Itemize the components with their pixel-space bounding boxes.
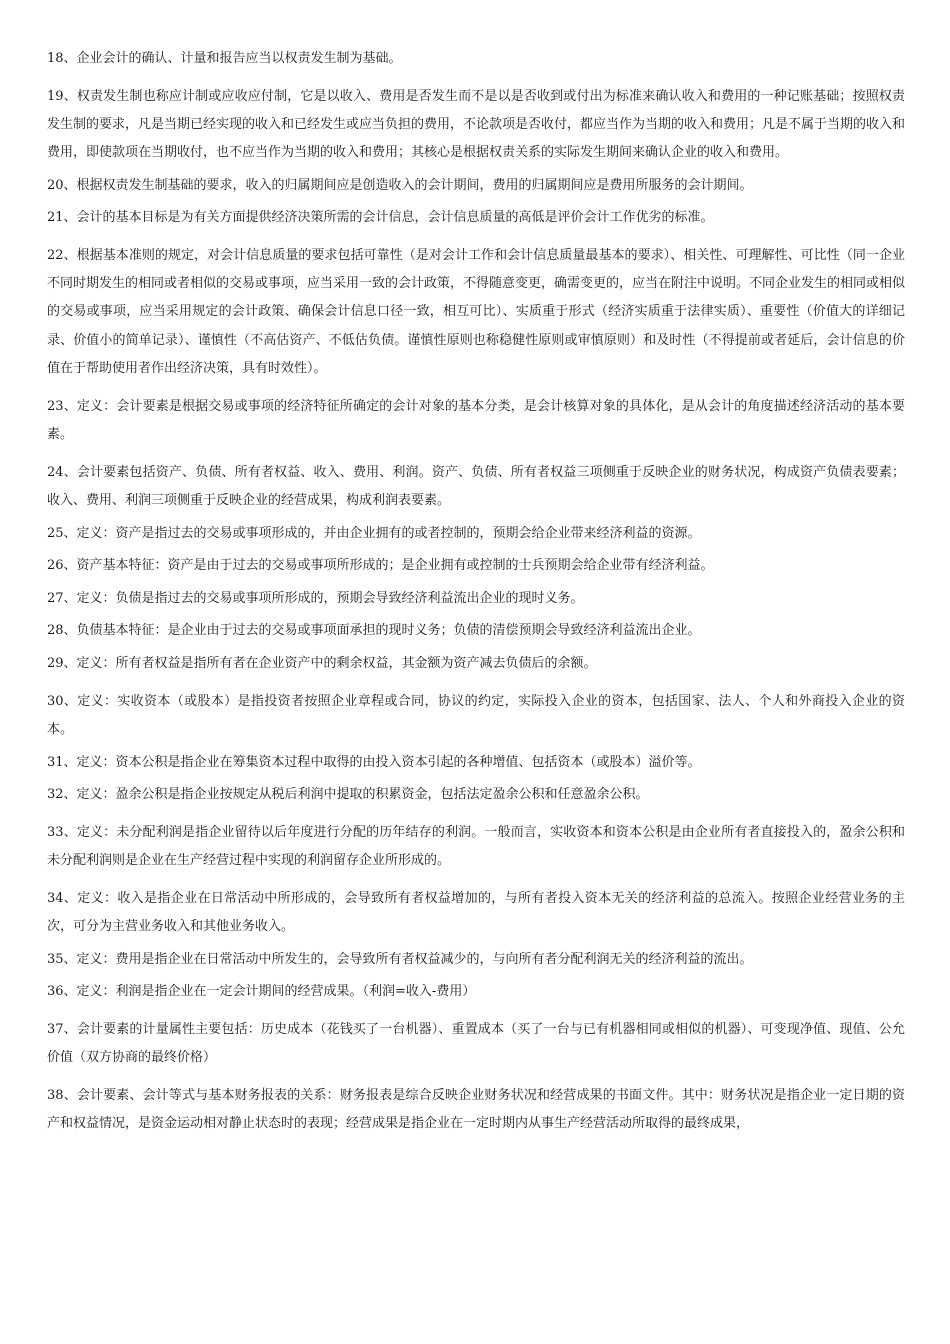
paragraph-23: 23、定义：会计要素是根据交易或事项的经济特征所确定的会计对象的基本分类，是会计核算对象的具体化，是从会计的角度描述经济活动的基本要素。 (47, 398, 905, 442)
paragraph-36: 36、定义：利润是指企业在一定会计期间的经营成果。（利润=收入-费用） (47, 984, 476, 1000)
document-page (47, 50, 905, 1148)
paragraph-22: 22、根据基本准则的规定，对会计信息质量的要求包括可靠性（是对会计工作和会计信息质量最基本的要求）、相关性、可理解性、可比性（同一企业不同时期发生的相同或者相似的交易或事项，应当采用一致的会计政策，不得随意变更，确需变更的，应当在附注中说明。不同企业发生的相同或相似的交易或事项，应当采用规定的会计政策、确保会计信息口径一致，相互可比）、实质重于形式（经济实质重于法律实质）、重要性（价值大的详细记录、价值小的简单记录）、谨慎性（不高估资产、不低估负债。谨慎性原则也称稳健性原则或审慎原则）和及时性（不得提前或者延后，会计信息的价值在于帮助使用者作出经济决策，具有时效性）。 (47, 247, 906, 376)
paragraph-29: 29、定义：所有者权益是指所有者在企业资产中的剩余权益，其金额为资产减去负债后的余额。 (47, 655, 597, 671)
paragraph-28: 28、负债基本特征：是企业由于过去的交易或事项面承担的现时义务；负债的清偿预期会导致经济利益流出企业。 (47, 623, 701, 639)
paragraph-26: 26、资产基本特征：资产是由于过去的交易或事项所形成的；是企业拥有或控制的士兵预期会给企业带有经济利益。 (47, 558, 714, 574)
paragraph-18: 18、企业会计的确认、计量和报告应当以权责发生制为基础。 (47, 51, 402, 66)
paragraph-31: 31、定义：资本公积是指企业在筹集资本过程中取得的由投入资本引起的各种增值、包括资本（或股本）溢价等。 (47, 754, 701, 770)
paragraph-20: 20、根据权责发生制基础的要求，收入的归属期间应是创造收入的会计期间，费用的归属期间应是费用所服务的会计期间。 (47, 177, 753, 193)
paragraph-25: 25、定义：资产是指过去的交易或事项形成的，并由企业拥有的或者控制的，预期会给企业带来经济利益的资源。 (47, 525, 701, 541)
paragraph-27: 27、定义：负债是指过去的交易或事项所形成的，预期会导致经济利益流出企业的现时义务。 (47, 590, 584, 606)
paragraph-35: 35、定义：费用是指企业在日常活动中所发生的，会导致所有者权益减少的，与向所有者分配利润无关的经济利益的流出。 (47, 951, 753, 967)
paragraph-34: 34、定义：收入是指企业在日常活动中所形成的，会导致所有者权益增加的，与所有者投入资本无关的经济利益的总流入。按照企业经营业务的主次，可分为主营业务收入和其他业务收入。 (47, 890, 905, 934)
paragraph-19: 19、权责发生制也称应计制或应收应付制，它是以收入、费用是否发生而不是以是否收到或付出为标准来确认收入和费用的一种记账基础；按照权责发生制的要求，凡是当期已经实现的收入和已经发生或应当负担的费用，不论款项是否收付，都应当作为当期的收入和费用；凡是不属于当期的收入和费用，即使款项在当期收付，也不应当作为当期的收入和费用；其核心是根据权责关系的实际发生期间来确认企业的收入和费用。 (47, 88, 906, 160)
paragraph-32: 32、定义：盈余公积是指企业按规定从税后利润中提取的积累资金，包括法定盈余公积和任意盈余公积。 (47, 787, 649, 803)
paragraph-30: 30、定义：实收资本（或股本）是指投资者按照企业章程或合同，协议的约定，实际投入企业的资本，包括国家、法人、个人和外商投入企业的资本。 (47, 693, 905, 737)
paragraph-21: 21、会计的基本目标是为有关方面提供经济决策所需的会计信息，会计信息质量的高低是评价会计工作优劣的标准。 (47, 210, 714, 226)
paragraph-38: 38、会计要素、会计等式与基本财务报表的关系：财务报表是综合反映企业财务状况和经营成果的书面文件。其中：财务状况是指企业一定日期的资产和权益情况，是资金运动相对静止状态时的表现；经营成果是指企业在一定时期内从事生产经营活动所取得的最终成果， (47, 1087, 905, 1132)
paragraph-37: 37、会计要素的计量属性主要包括：历史成本（花钱买了一台机器）、重置成本（买了一台与已有机器相同或相似的机器）、可变现净值、现值、公允价值（双方协商的最终价格） (47, 1021, 905, 1066)
paragraph-33: 33、定义：未分配利润是指企业留待以后年度进行分配的历年结存的利润。一般而言，实收资本和资本公积是由企业所有者直接投入的，盈余公积和未分配利润则是企业在生产经营过程中实现的利润留存企业所形成的。 (47, 824, 905, 868)
paragraph-24: 24、会计要素包括资产、负债、所有者权益、收入、费用、利润。资产、负债、所有者权益三项侧重于反映企业的财务状况，构成资产负债表要素；收入、费用、利润三项侧重于反映企业的经营成果，构成利润表要素。 (47, 464, 905, 508)
